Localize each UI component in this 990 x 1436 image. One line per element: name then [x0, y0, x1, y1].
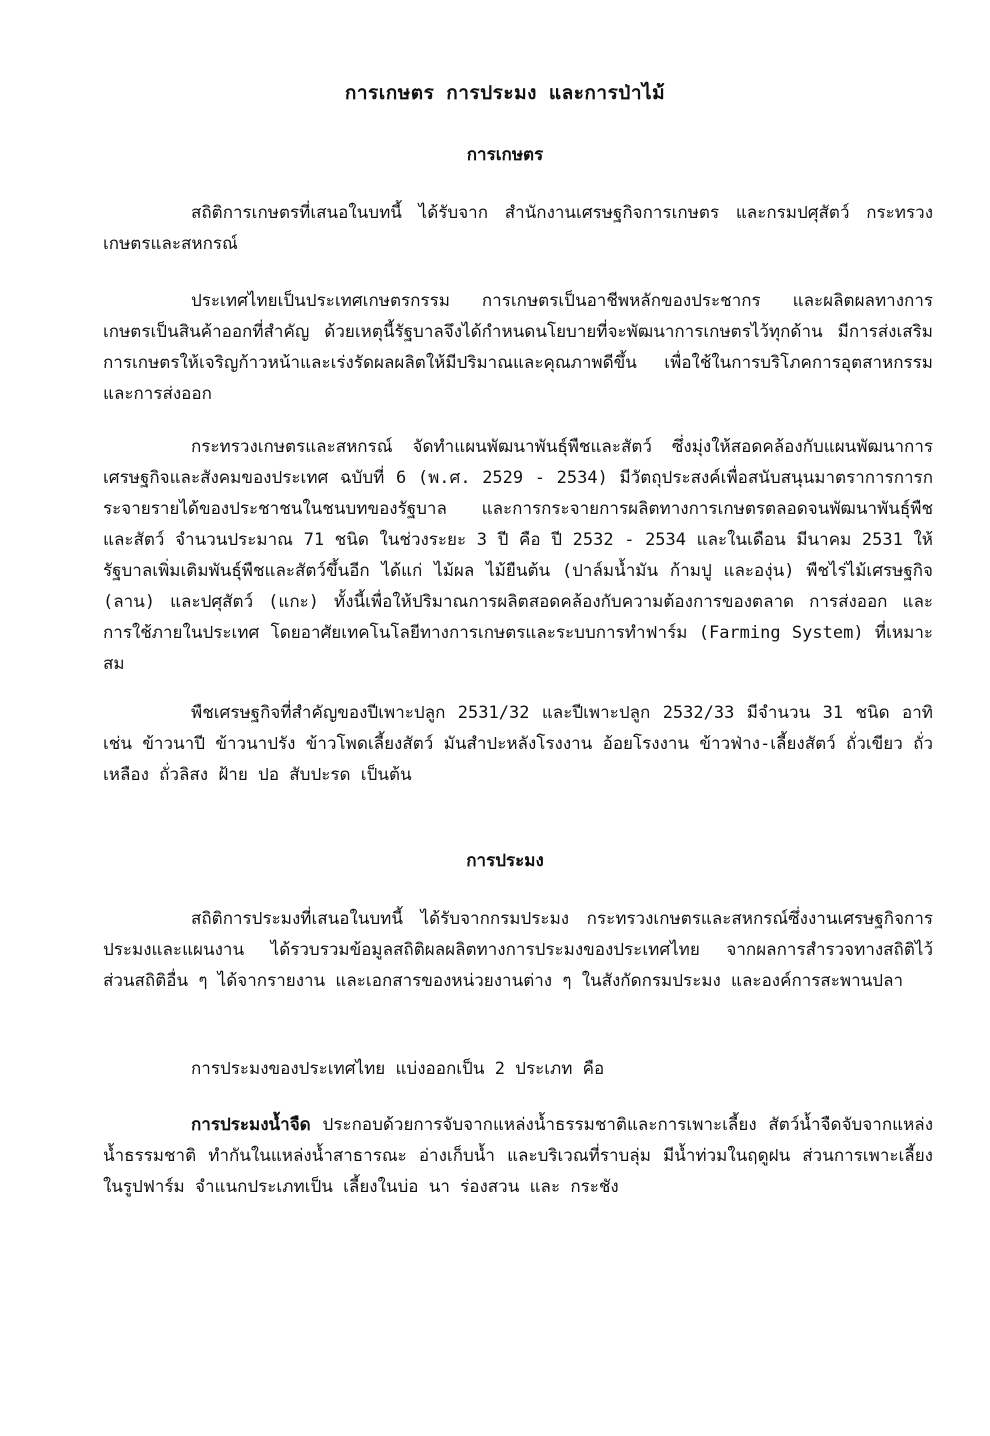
section-heading-fishery: การประมง	[466, 851, 544, 871]
agriculture-paragraph-2: ประเทศไทยเป็นประเทศเกษตรกรรม การเกษตรเป็นอาชีพหลักของประชากร และผลิตผลทางการเกษตรเป็นสินค้าออกที่สำคัญ ด้วยเหตุนี้รัฐบาลจึงได้กำหนดนโยบายที่จะพัฒนาการเกษตรไว้ทุกด้าน มีการส่งเสริมการเกษตรให้เจริญก้าวหน้าและเร่งรัดผลผลิตให้มีปริมาณและคุณภาพดีขึ้น เพื่อใช้ในการบริโภคการอุตสาหกรรม และการส่งออก	[103, 291, 933, 404]
page-title: การเกษตร การประมง และการป่าไม้	[344, 82, 666, 104]
fishery-paragraph-2: การประมงของประเทศไทย แบ่งออกเป็น 2 ประเภท คือ	[191, 1059, 605, 1079]
freshwater-fishery-term: การประมงน้ำจืด	[191, 1115, 311, 1135]
agriculture-paragraph-1: สถิติการเกษตรที่เสนอในบทนี้ ได้รับจาก สำนักงานเศรษฐกิจการเกษตร และกรมปศุสัตว์ กระทรวงเกษตรและสหกรณ์	[103, 203, 933, 254]
freshwater-fishery-text: ประกอบด้วยการจับจากแหล่งน้ำธรรมชาติและการเพาะเลี้ยง สัตว์น้ำจืดจับจากแหล่งน้ำธรรมชาติ ทำกันในแหล่งน้ำสาธารณะ อ่างเก็บน้ำ และบริเวณที่ราบลุ่ม มีน้ำท่วมในฤดูฝน ส่วนการเพาะเลี้ยงในรูปฟาร์ม จำแนกประเภทเป็น เลี้ยงในบ่อ นา ร่องสวน และ กระชัง	[103, 1115, 933, 1197]
fishery-paragraph-1: สถิติการประมงที่เสนอในบทนี้ ได้รับจากกรมประมง กระทรวงเกษตรและสหกรณ์ซึ่งงานเศรษฐกิจการประมงและแผนงาน ได้รวบรวมข้อมูลสถิติผลผลิตทางการประมงของประเทศไทย จากผลการสำรวจทางสถิติไว้ ส่วนสถิติอื่น ๆ ได้จากรายงาน และเอกสารของหน่วยงานต่าง ๆ ในสังกัดกรมประมง และองค์การสะพานปลา	[103, 909, 933, 991]
agriculture-paragraph-4: พืชเศรษฐกิจที่สำคัญของปีเพาะปลูก 2531/32 และปีเพาะปลูก 2532/33 มีจำนวน 31 ชนิด อาทิเช่น ข้าวนาปี ข้าวนาปรัง ข้าวโพดเลี้ยงสัตว์ มันสำปะหลังโรงงาน อ้อยโรงงาน ข้าวฟ่าง-เลี้ยงสัตว์ ถั่วเขียว ถั่วเหลือง ถั่วลิสง ฝ้าย ปอ สับปะรด เป็นต้น	[103, 703, 933, 785]
section-heading-agriculture: การเกษตร	[466, 145, 544, 165]
agriculture-paragraph-3: กระทรวงเกษตรและสหกรณ์ จัดทำแผนพัฒนาพันธุ์พืชและสัตว์ ซึ่งมุ่งให้สอดคล้องกับแผนพัฒนาการเศรษฐกิจและสังคมของประเทศ ฉบับที่ 6 (พ.ศ. 2529 - 2534) มีวัตถุประสงค์เพื่อสนับสนุนมาตราการการกระจายรายได้ของประชาชนในชนบทของรัฐบาล และการกระจายการผลิตทางการเกษตรตลอดจนพัฒนาพันธุ์พืชและสัตว์ จำนวนประมาณ 71 ชนิด ในช่วงระยะ 3 ปี คือ ปี 2532 - 2534 และในเดือน มีนาคม 2531 ให้รัฐบาลเพิ่มเติมพันธุ์พืชและสัตว์ขึ้นอีก ได้แก่ ไม้ผล ไม้ยืนต้น (ปาล์มน้ำมัน ก้ามปู และองุ่น) พืชไร่ไม้เศรษฐกิจ (ลาน) และปศุสัตว์ (แกะ) ทั้งนี้เพื่อให้ปริมาณการผลิตสอดคล้องกับความต้องการของตลาด การส่งออก และการใช้ภายในประเทศ โดยอาศัยเทคโนโลยีทางการเกษตรและระบบการทำฟาร์ม (Farming System) ที่เหมาะสม	[103, 437, 933, 674]
fishery-paragraph-3	[103, 1110, 933, 1203]
